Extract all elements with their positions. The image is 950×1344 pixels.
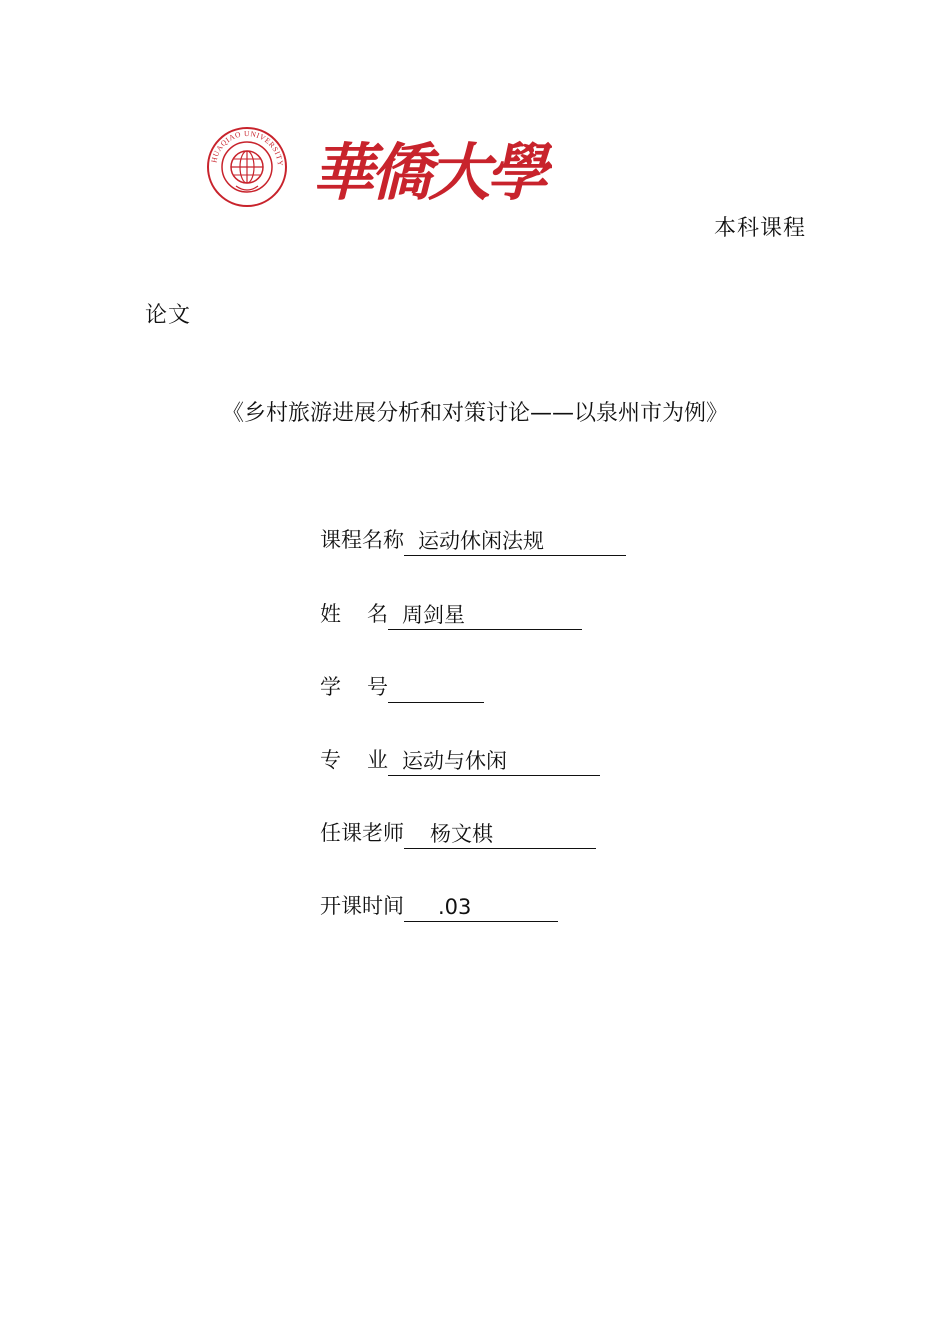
field-teacher-value: 杨文棋 [404, 820, 596, 849]
field-course-value: 运动休闲法规 [404, 527, 626, 556]
university-calligraphy-logo [312, 122, 552, 218]
field-date-label: 开课时间 [320, 894, 404, 918]
calligraphy-text: 華僑大學 [312, 136, 545, 209]
field-date [320, 890, 558, 922]
field-name-value: 周剑星 [388, 601, 582, 630]
paper-title: 《乡村旅游进展分析和对策讨论——以泉州市为例》 [221, 401, 728, 426]
field-major [320, 744, 600, 776]
seal-text: HUAQIAO UNIVERSITY [209, 128, 286, 167]
field-course [320, 524, 626, 556]
field-course-label: 课程名称 [320, 528, 404, 552]
field-teacher-label: 任课老师 [320, 821, 404, 845]
field-student-id-value [388, 702, 484, 703]
heading-undergraduate-course: 本科课程 [713, 216, 806, 241]
field-name [320, 598, 582, 630]
field-teacher [320, 817, 596, 849]
field-student-id-label: 学号 [320, 675, 414, 699]
field-name-label: 姓名 [320, 602, 414, 626]
field-major-value: 运动与休闲 [388, 747, 600, 776]
field-student-id [320, 671, 484, 703]
heading-thesis: 论文 [145, 303, 192, 328]
field-date-value: .03 [404, 893, 558, 922]
field-major-label: 专业 [320, 748, 414, 772]
university-seal-icon [206, 126, 288, 208]
